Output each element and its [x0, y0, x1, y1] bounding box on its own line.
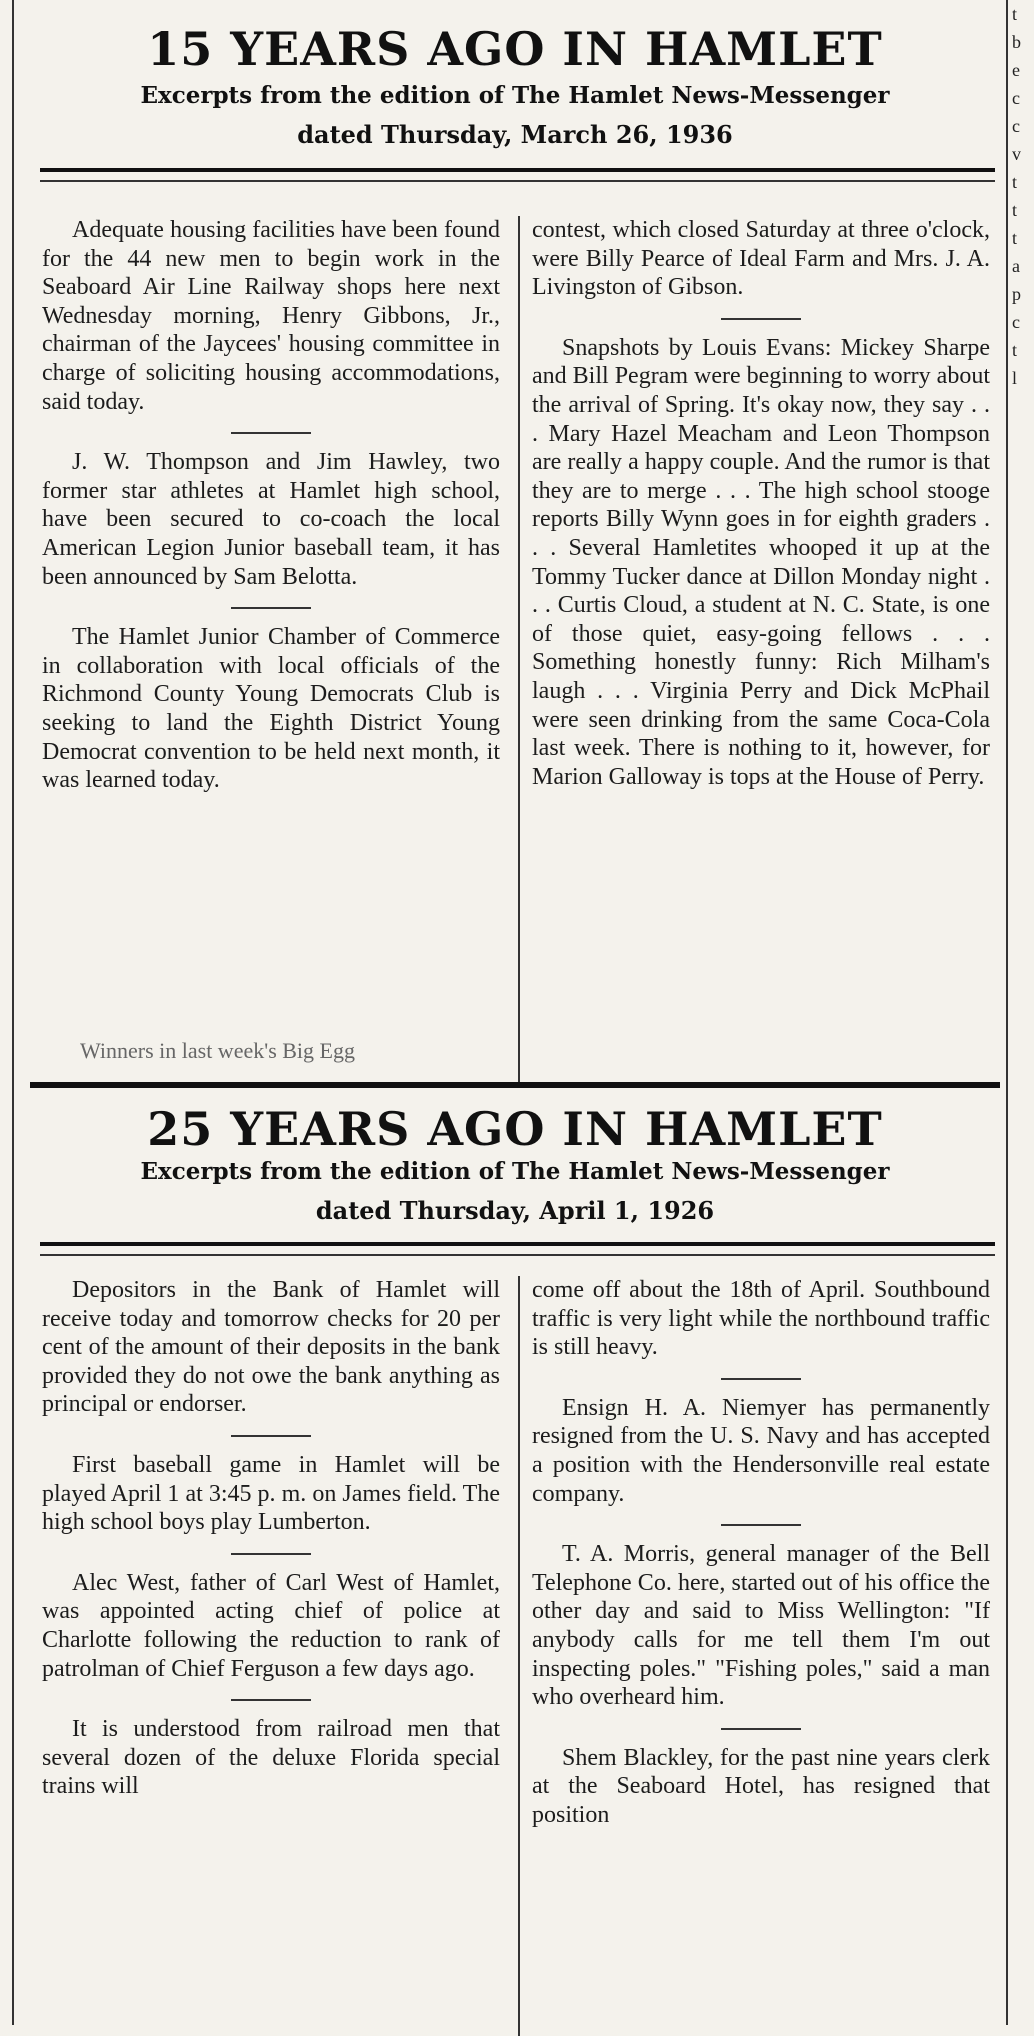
left-column-rule — [12, 0, 14, 2025]
section-dateline: dated Thursday, April 1, 1926 — [315, 1196, 715, 1225]
item-separator — [231, 607, 311, 609]
item-separator — [231, 1699, 311, 1701]
news-item: Adequate housing facilities have been found for the 44 new men to begin work in the Seaboard Air Line Railway shops here next Wednesday morning, Henry Gibbons, Jr., chairman of the Jaycees' housing committee in charge of soliciting housing accommodations, said today. — [42, 217, 500, 415]
item-separator — [721, 1378, 801, 1380]
news-item: It is understood from railroad men that several dozen of the deluxe Florida special trains will — [42, 1716, 500, 1800]
item-separator — [721, 1524, 801, 1526]
column-divider — [518, 216, 520, 1086]
article-column-left — [42, 1276, 500, 1801]
headline-rule — [40, 168, 995, 172]
section-dateline: dated Thursday, March 26, 1936 — [297, 120, 733, 149]
section-subhead: Excerpts from the edition of The Hamlet News-Messenger — [140, 1158, 890, 1185]
news-item: Shem Blackley, for the past nine years clerk at the Seaboard Hotel, has resigned that position — [532, 1744, 990, 1828]
edge-letter: l — [1012, 368, 1018, 388]
section-25-years-ago — [30, 1096, 1000, 2025]
item-separator — [231, 1553, 311, 1555]
news-item: First baseball game in Hamlet will be played April 1 at 3:45 p. m. on James field. The high school boys play Lumberton. — [42, 1451, 500, 1536]
edge-letter: c — [1012, 312, 1020, 332]
edge-letter: t — [1012, 200, 1018, 220]
headline-rule — [40, 1242, 995, 1246]
news-item: contest, which closed Saturday at three o'clock, were Billy Pearce of Ideal Farm and Mrs. J. A. Livingston of Gibson. — [532, 217, 990, 301]
edge-letter: e — [1012, 60, 1020, 80]
item-separator — [231, 1435, 311, 1437]
news-item: Snapshots by Louis Evans: Mickey Sharpe and Bill Pegram were beginning to worry about the arrival of Spring. It's okay now, they say . . . Mary Hazel Meacham and Leon Thompson are really a happy couple. And the rumor is that they are to merge . . . The high school stooge reports Billy Wynn goes in for eighth graders . . . Several Hamletites whooped it up at the Tommy Tucker dance at Dillon Monday night . . . Curtis Cloud, a student at N. C. State, is one of those quiet, easy-going fellows . . . Something honestly funny: Rich Milham's laugh . . . Virginia Perry and Dick McPhail were seen drinking from the same Coca-Cola last week. There is nothing to it, however, for Marion Galloway is tops at the House of Perry. — [532, 334, 990, 790]
item-separator — [721, 1728, 801, 1730]
news-item: Depositors in the Bank of Hamlet will receive today and tomorrow checks for 20 per cent of the amount of their deposits in the bank provided they do not owe the bank anything as principal or endorser. — [42, 1277, 500, 1418]
item-separator — [231, 432, 311, 434]
headline-rule-thin — [40, 1254, 995, 1256]
edge-letter: v — [1012, 144, 1021, 164]
headline-rule-thin — [40, 180, 995, 182]
column-divider — [518, 1276, 520, 2036]
edge-letter: b — [1012, 32, 1021, 52]
adjacent-column-fragment — [1012, 0, 1034, 460]
section-15-years-ago — [30, 20, 1000, 1063]
edge-letter: t — [1012, 4, 1018, 24]
section-headline: 25 YEARS AGO IN HAMLET — [147, 1102, 883, 1156]
edge-letter: c — [1012, 88, 1020, 108]
news-item: J. W. Thompson and Jim Hawley, two former star athletes at Hamlet high school, have been secured to co-coach the local American Legion Junior baseball team, it has been announced by Sam Belotta. — [42, 449, 500, 590]
section-headline: 15 YEARS AGO IN HAMLET — [147, 22, 883, 76]
article-column-left — [42, 216, 500, 795]
column-continuation-text: Winners in last week's Big Egg — [80, 1038, 355, 1063]
edge-letter: c — [1012, 116, 1020, 136]
article-column-right — [532, 216, 990, 791]
news-item: Alec West, father of Carl West of Hamlet, was appointed acting chief of police at Charlotte following the reduction to rank of patrolman of Chief Ferguson a few days ago. — [42, 1569, 500, 1682]
right-column-rule — [1006, 0, 1008, 2025]
news-item: The Hamlet Junior Chamber of Commerce in collaboration with local officials of the Richmond County Young Democrats Club is seeking to land the Eighth District Young Democrat convention to be held next month, it was learned today. — [42, 624, 500, 794]
news-item: Ensign H. A. Niemyer has permanently resigned from the U. S. Navy and has accepted a position with the Hendersonville real estate company. — [532, 1394, 990, 1507]
news-item: T. A. Morris, general manager of the Bell Telephone Co. here, started out of his office the other day and said to Miss Wellington: "If anybody calls for me tell them I'm out inspecting poles." "Fishing poles," said a man who overheard him. — [532, 1541, 990, 1711]
edge-letter: t — [1012, 340, 1018, 360]
edge-letter: a — [1012, 256, 1020, 276]
edge-letter: p — [1012, 284, 1021, 304]
news-item: come off about the 18th of April. Southbound traffic is very light while the northbound traffic is still heavy. — [532, 1277, 990, 1361]
edge-letter: t — [1012, 172, 1018, 192]
item-separator — [721, 318, 801, 320]
article-column-right — [532, 1276, 990, 1830]
edge-letter: t — [1012, 228, 1018, 248]
section-top-rule — [30, 1082, 1000, 1088]
section-subhead: Excerpts from the edition of The Hamlet News-Messenger — [140, 82, 890, 109]
